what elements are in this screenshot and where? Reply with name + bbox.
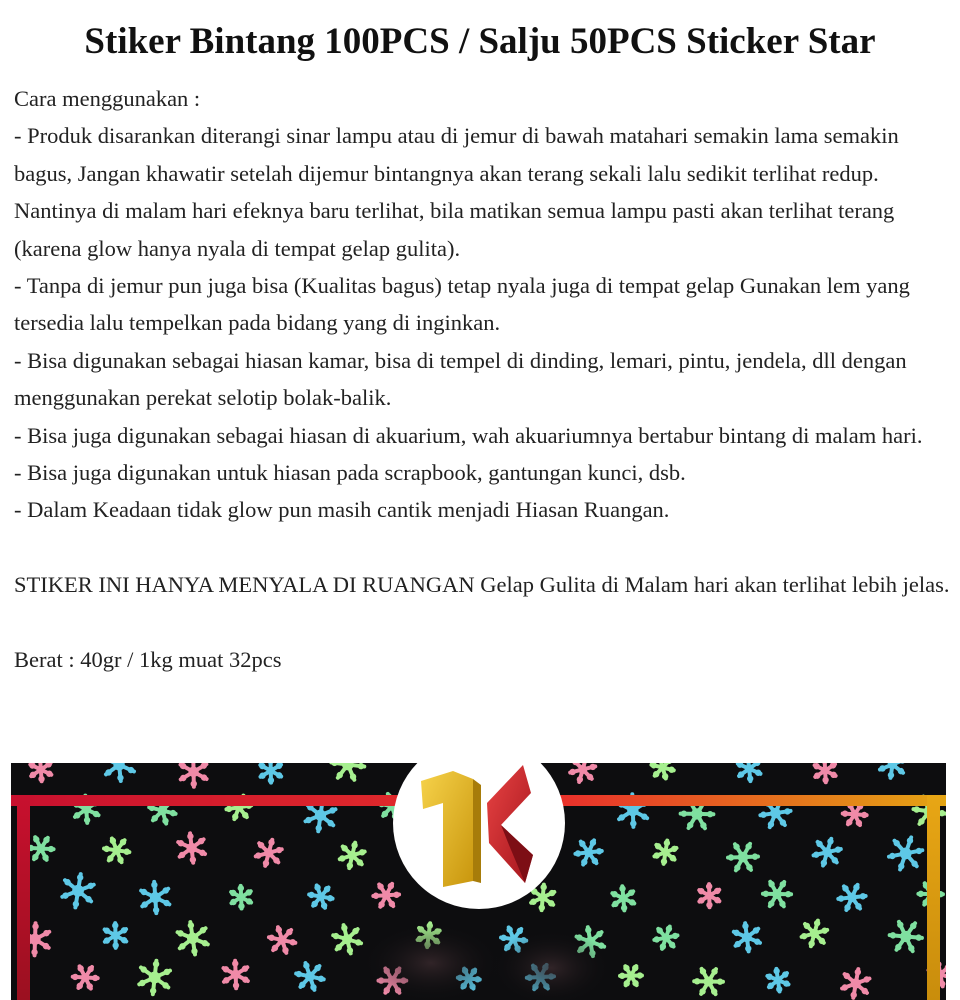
usage-item: - Tanpa di jemur pun juga bisa (Kualitas bagus) tetap nyala juga di tempat gelap Gunakan lem yang tersedia lalu tempelkan pada bidang yang di inginkan. (14, 273, 910, 336)
frame-right-bar (927, 795, 940, 1000)
product-description (14, 80, 954, 678)
usage-item: - Produk disarankan diterangi sinar lampu atau di jemur di bawah matahari semakin lama semakin bagus, Jangan khawatir setelah dijemur bintangnya akan terang sekali lalu sedikit terlihat redup. Nantinya di malam hari efeknya baru terlihat, bila matikan semua lampu pasti akan terlihat terang (karena glow hanya nyala di tempat gelap gulita). (14, 123, 899, 261)
spacer (14, 604, 954, 641)
product-photo-illustration (11, 763, 946, 1000)
spacer (14, 529, 954, 566)
page-title: Stiker Bintang 100PCS / Salju 50PCS Sticker Star (84, 21, 876, 62)
usage-item: - Bisa juga digunakan untuk hiasan pada scrapbook, gantungan kunci, dsb. (14, 460, 686, 486)
frame-left-bar (17, 795, 30, 1000)
product-image[interactable] (11, 763, 946, 1000)
shadow-shape (361, 923, 501, 1000)
usage-item: - Bisa digunakan sebagai hiasan kamar, bisa di tempel di dinding, lemari, pintu, jendela, dll dengan menggunakan perekat selotip bolak-balik. (14, 347, 907, 411)
usage-item: - Bisa juga digunakan sebagai hiasan di akuarium, wah akuariumnya bertabur bintang di malam hari. (14, 422, 923, 448)
weight-text: Berat : 40gr / 1kg muat 32pcs (14, 647, 282, 673)
usage-item: - Dalam Keadaan tidak glow pun masih cantik menjadi Hiasan Ruangan. (14, 497, 670, 523)
notice-text: STIKER INI HANYA MENYALA DI RUANGAN Gelap Gulita di Malam hari akan terlihat lebih jelas. (14, 572, 950, 598)
usage-heading: Cara menggunakan : (14, 86, 201, 111)
